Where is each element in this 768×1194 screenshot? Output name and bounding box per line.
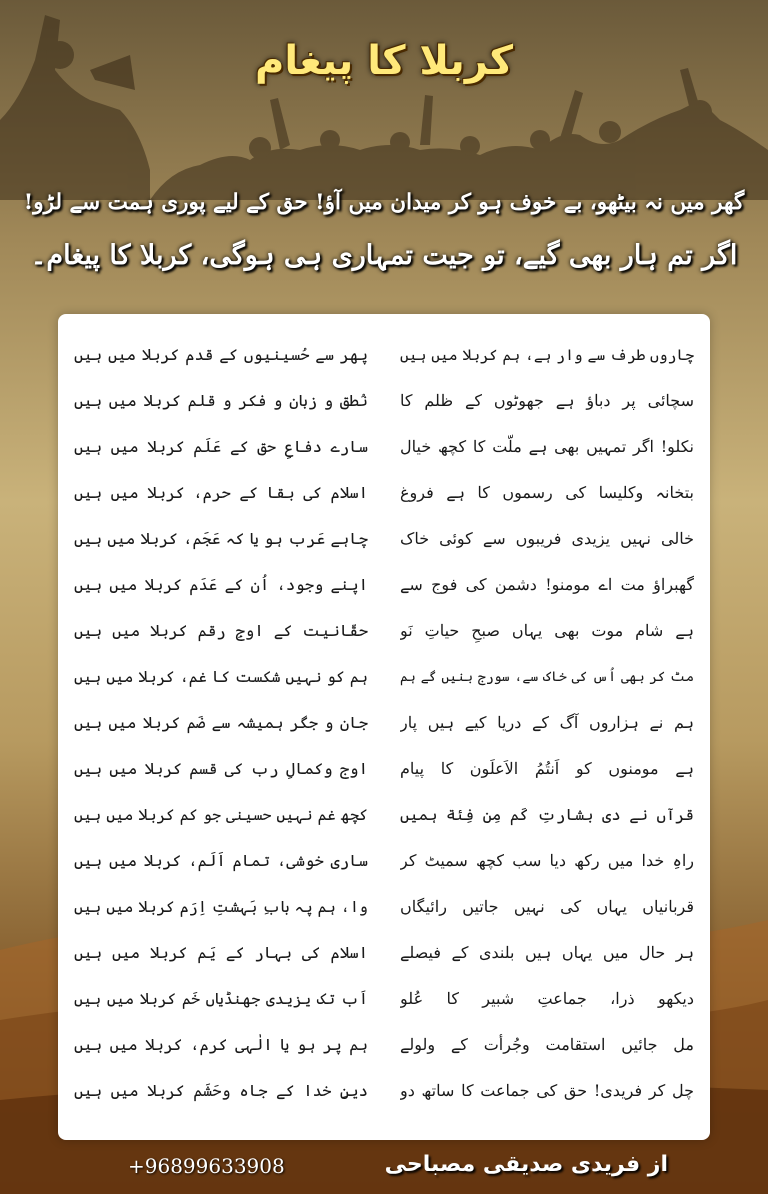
verse-line: ہے مومنوں کو اَنتُمُ الاَعلَون کا پیام bbox=[400, 759, 694, 778]
verse-line: اوج وکمالِ رب کی قسم کربلا میں ہیں bbox=[74, 759, 368, 778]
verse-line: ہر حال میں یہاں ہیں بلندی کے فیصلے bbox=[400, 943, 694, 962]
verse-line: دیکھو ذرا، جماعتِ شبیر کا عُلو bbox=[400, 989, 694, 1008]
verse-line: راہِ خدا میں رکھ دیا سب کچھ سمیٹ کر bbox=[400, 851, 694, 870]
verse-line: حقّانیت کے اوجِ رقم کربلا میں ہیں bbox=[74, 621, 368, 640]
verse-line: چاروں طرف سے وار ہے، ہم کربلا میں ہیں bbox=[400, 346, 694, 364]
verse-line: خالی نہیں یزیدی فریبوں سے کوئی خاک bbox=[400, 529, 694, 548]
verse-line: جان و جگر ہمیشہ سے ضَم کربلا میں ہیں bbox=[74, 713, 368, 732]
verse-line: نُطق و زبان و فکر و قلم کربلا میں ہیں bbox=[74, 391, 368, 410]
headline-line-2: اگر تم ہار بھی گیے، تو جیت تمہاری ہی ہوگی، کربلا کا پیغام۔ bbox=[30, 240, 738, 271]
poem-panel bbox=[58, 314, 710, 1140]
verse-line: ہم نے ہزاروں آگ کے دریا کیے ہیں پار bbox=[400, 713, 694, 732]
verse-line: سارے دفاعِ حق کے عَلَم کربلا میں ہیں bbox=[74, 437, 368, 456]
phone-number: +96899633908 bbox=[128, 1154, 285, 1178]
poem-column-right bbox=[400, 332, 694, 1114]
verse-line: نکلو! اگر تمہیں بھی ہے ملّت کا کچھ خیال bbox=[400, 437, 694, 456]
verse-line: کچھ غم نہیں حسینی جو کم کربلا میں ہیں bbox=[74, 806, 368, 824]
footer bbox=[0, 1148, 768, 1192]
verse-line: مل جائیں استقامت وجُرأت کے ولولے bbox=[400, 1035, 694, 1054]
verse-line: اپنے وجود، اُن کے عَدَم کربلا میں ہیں bbox=[74, 575, 368, 594]
verse-line: اسلام کی بہار کے یَم کربلا میں ہیں bbox=[74, 943, 368, 962]
page-title: کربلا کا پیغام bbox=[255, 38, 513, 84]
verse-line: پھر سے حُسینیوں کے قدم کربلا میں ہیں bbox=[74, 345, 368, 364]
verse-line: مٹ کر بھی اُس کی خاک سے، سورج بنیں گے ہم bbox=[400, 669, 694, 685]
verse-line: ساری خوشی، تمام اَلَم، کربلا میں ہیں bbox=[74, 851, 368, 870]
verse-line: اسلام کی بقا کے حرم، کربلا میں ہیں bbox=[74, 483, 368, 502]
verse-line: چاہے عَرب ہو یا کہ عَجَم، کربلا میں ہیں bbox=[74, 529, 368, 548]
verse-line: وا، ہم پہ بابِ بَہشتِ اِرَم کربلا میں ہیں bbox=[74, 898, 368, 916]
author-credit: از فریدی صدیقی مصباحی bbox=[384, 1152, 668, 1177]
verse-line: بتخانہ وکلیسا کی رسموں کا ہے فروغ bbox=[400, 483, 694, 502]
verse-line: دینِ خدا کے جاہ وحَشَم کربلا میں ہیں bbox=[74, 1081, 368, 1100]
verse-line: گھبراؤ مت اے مومنو! دشمن کی فوج سے bbox=[400, 575, 694, 594]
verse-line: ہے شام موت بھی یہاں صبحِ حیاتِ نَو bbox=[400, 621, 694, 640]
verse-line: قرآں نے دی بشارتِ کَم مِن فِئة ہمیں bbox=[400, 805, 694, 824]
headline-line-1: گھر میں نہ بیٹھو، بے خوف ہو کر میدان میں آؤ! حق کے لیے پوری ہمت سے لڑو! bbox=[23, 190, 745, 215]
verse-line: ہم پر ہو یا الٰہی کرم، کربلا میں ہیں bbox=[74, 1035, 368, 1054]
verse-line: چل کر فریدی! حق کی جماعت کا ساتھ دو bbox=[400, 1081, 694, 1100]
verse-line: اَب تک یزیدی جھنڈیاں خَم کربلا میں ہیں bbox=[74, 990, 368, 1008]
verse-line: ہم کو نہیں شکست کا غم، کربلا میں ہیں bbox=[74, 668, 368, 686]
verse-line: سچائی پر دباؤ ہے جھوٹوں کے ظلم کا bbox=[400, 391, 694, 410]
poem-column-left bbox=[74, 332, 368, 1114]
verse-line: قربانیاں یہاں کی نہیں جاتیں رائیگاں bbox=[400, 897, 694, 916]
